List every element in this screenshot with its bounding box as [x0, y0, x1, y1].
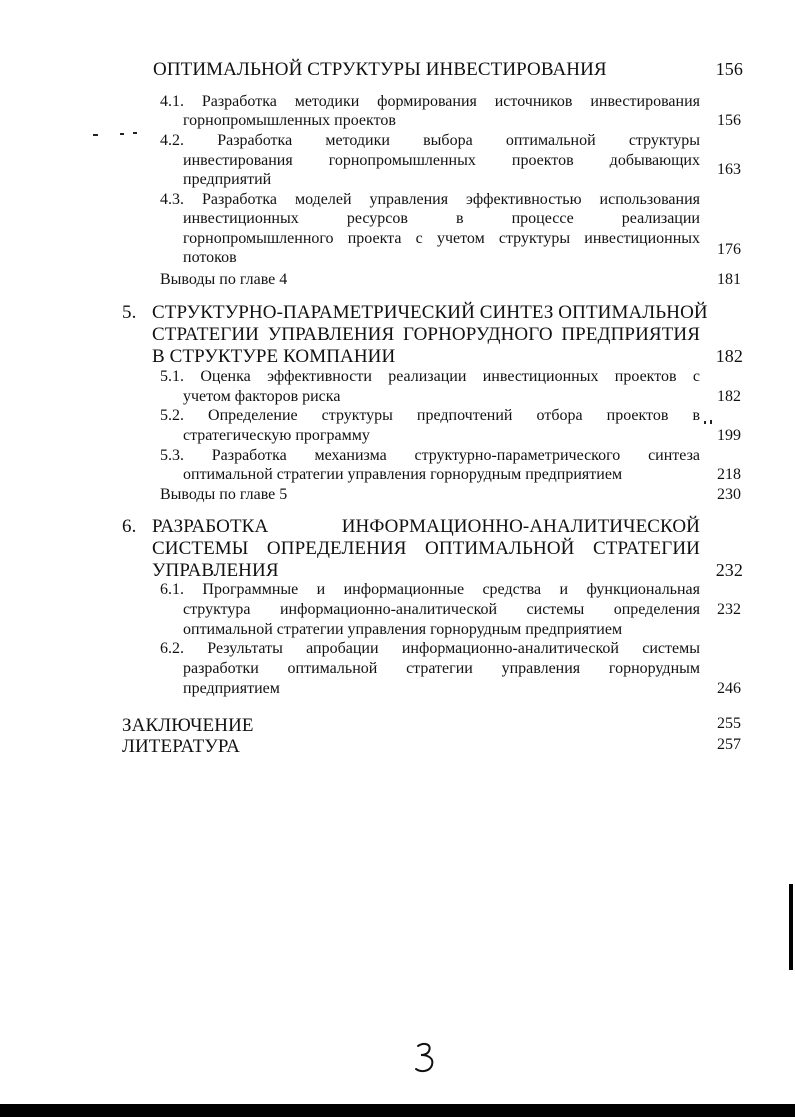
toc-section-4-3-line-3: горнопромышленного проекта с учетом структуры инвестиционных [183, 230, 700, 247]
toc-section-4-1-line-1: 4.1. Разработка методики формирования источников инвестирования [160, 93, 700, 110]
toc-chapter-5-title-line-3: В СТРУКТУРЕ КОМПАНИИ [152, 346, 396, 367]
scan-edge-mark [789, 884, 793, 970]
toc-page-number: 156 [715, 59, 743, 79]
toc-page-number: 181 [717, 271, 741, 288]
scan-speck [133, 132, 137, 134]
toc-page-number: 156 [717, 112, 741, 129]
toc-page-number: 255 [717, 715, 741, 732]
handwritten-page-number [412, 1040, 442, 1076]
toc-section-6-1-line-2: структура информационно-аналитической системы определения [183, 601, 700, 618]
toc-page-number: 182 [717, 388, 741, 405]
toc-chapter-6-title-line-1: РАЗРАБОТКА ИНФОРМАЦИОННО-АНАЛИТИЧЕСКОЙ [152, 516, 700, 537]
toc-chapter-5-number: 5. [122, 302, 137, 323]
toc-chapter-5-title-line-2: СТРАТЕГИИ УПРАВЛЕНИЯ ГОРНОРУДНОГО ПРЕДПРИЯТИЯ [152, 324, 700, 345]
toc-page-number: 232 [717, 601, 741, 618]
toc-page-number: 199 [717, 427, 741, 444]
toc-chapter-6-title-line-3: УПРАВЛЕНИЯ [152, 560, 279, 581]
toc-section-6-1-line-1: 6.1. Программные и информационные средства и функциональная [160, 581, 700, 598]
toc-section-5-1-line-2: учетом факторов риска [183, 388, 341, 405]
toc-section-6-2-line-3: предприятием [183, 680, 280, 697]
toc-section-4-1-line-2: горнопромышленных проектов [183, 112, 396, 129]
toc-page-number: 176 [717, 241, 741, 258]
toc-chapter-3-title-tail: ОПТИМАЛЬНОЙ СТРУКТУРЫ ИНВЕСТИРОВАНИЯ [153, 59, 607, 80]
toc-section-4-3-line-4: потоков [183, 249, 237, 266]
toc-section-5-2-line-2: стратегическую программу [183, 427, 370, 444]
toc-page-number: 246 [717, 680, 741, 697]
toc-chapter-5-title-line-1: СТРУКТУРНО-ПАРАМЕТРИЧЕСКИЙ СИНТЕЗ ОПТИМАЛЬНОЙ [152, 302, 708, 323]
toc-section-4-3-line-2: инвестиционных ресурсов в процессе реализации [183, 210, 700, 227]
toc-section-6-2-line-2: разработки оптимальной стратегии управления горнорудным [183, 660, 700, 677]
scan-bottom-border [0, 1104, 795, 1117]
toc-section-5-1-line-1: 5.1. Оценка эффективности реализации инвестиционных проектов с [160, 368, 700, 385]
toc-page-number: 163 [717, 161, 741, 178]
toc-page-number: 257 [717, 736, 741, 753]
toc-section-4-2-line-3: предприятий [183, 171, 272, 188]
scan-speck [710, 420, 712, 424]
toc-section-5-2-line-1: 5.2. Определение структуры предпочтений отбора проектов в [160, 407, 700, 424]
toc-section-5-3-line-1: 5.3. Разработка механизма структурно-параметрического синтеза [160, 447, 700, 464]
toc-page-number: 218 [717, 466, 741, 483]
toc-page-number: 232 [715, 560, 743, 580]
toc-section-4-2-line-2: инвестирования горнопромышленных проектов добывающих [183, 152, 700, 169]
toc-chapter-6-number: 6. [122, 516, 137, 537]
scan-speck [704, 421, 706, 424]
toc-section-5-3-line-2: оптимальной стратегии управления горнорудным предприятием [183, 466, 623, 483]
toc-page-number: 230 [717, 486, 741, 503]
toc-section-4-2-line-1: 4.2. Разработка методики выбора оптимальной структуры [160, 132, 700, 149]
toc-chapter-6-title-line-2: СИСТЕМЫ ОПРЕДЕЛЕНИЯ ОПТИМАЛЬНОЙ СТРАТЕГИИ [152, 538, 700, 559]
toc-references: ЛИТЕРАТУРА [122, 736, 240, 757]
scan-speck [120, 133, 124, 135]
toc-section-6-1-line-3: оптимальной стратегии управления горнорудным предприятием [183, 621, 623, 638]
toc-section-4-3-line-1: 4.3. Разработка моделей управления эффективностью использования [160, 191, 700, 208]
toc-chapter-5-conclusions: Выводы по главе 5 [160, 486, 288, 503]
toc-chapter-4-conclusions: Выводы по главе 4 [160, 271, 288, 288]
toc-section-6-2-line-1: 6.2. Результаты апробации информационно-аналитической системы [160, 640, 700, 657]
scan-speck [93, 134, 98, 136]
toc-page-number: 182 [715, 346, 743, 366]
toc-conclusion: ЗАКЛЮЧЕНИЕ [122, 715, 254, 736]
